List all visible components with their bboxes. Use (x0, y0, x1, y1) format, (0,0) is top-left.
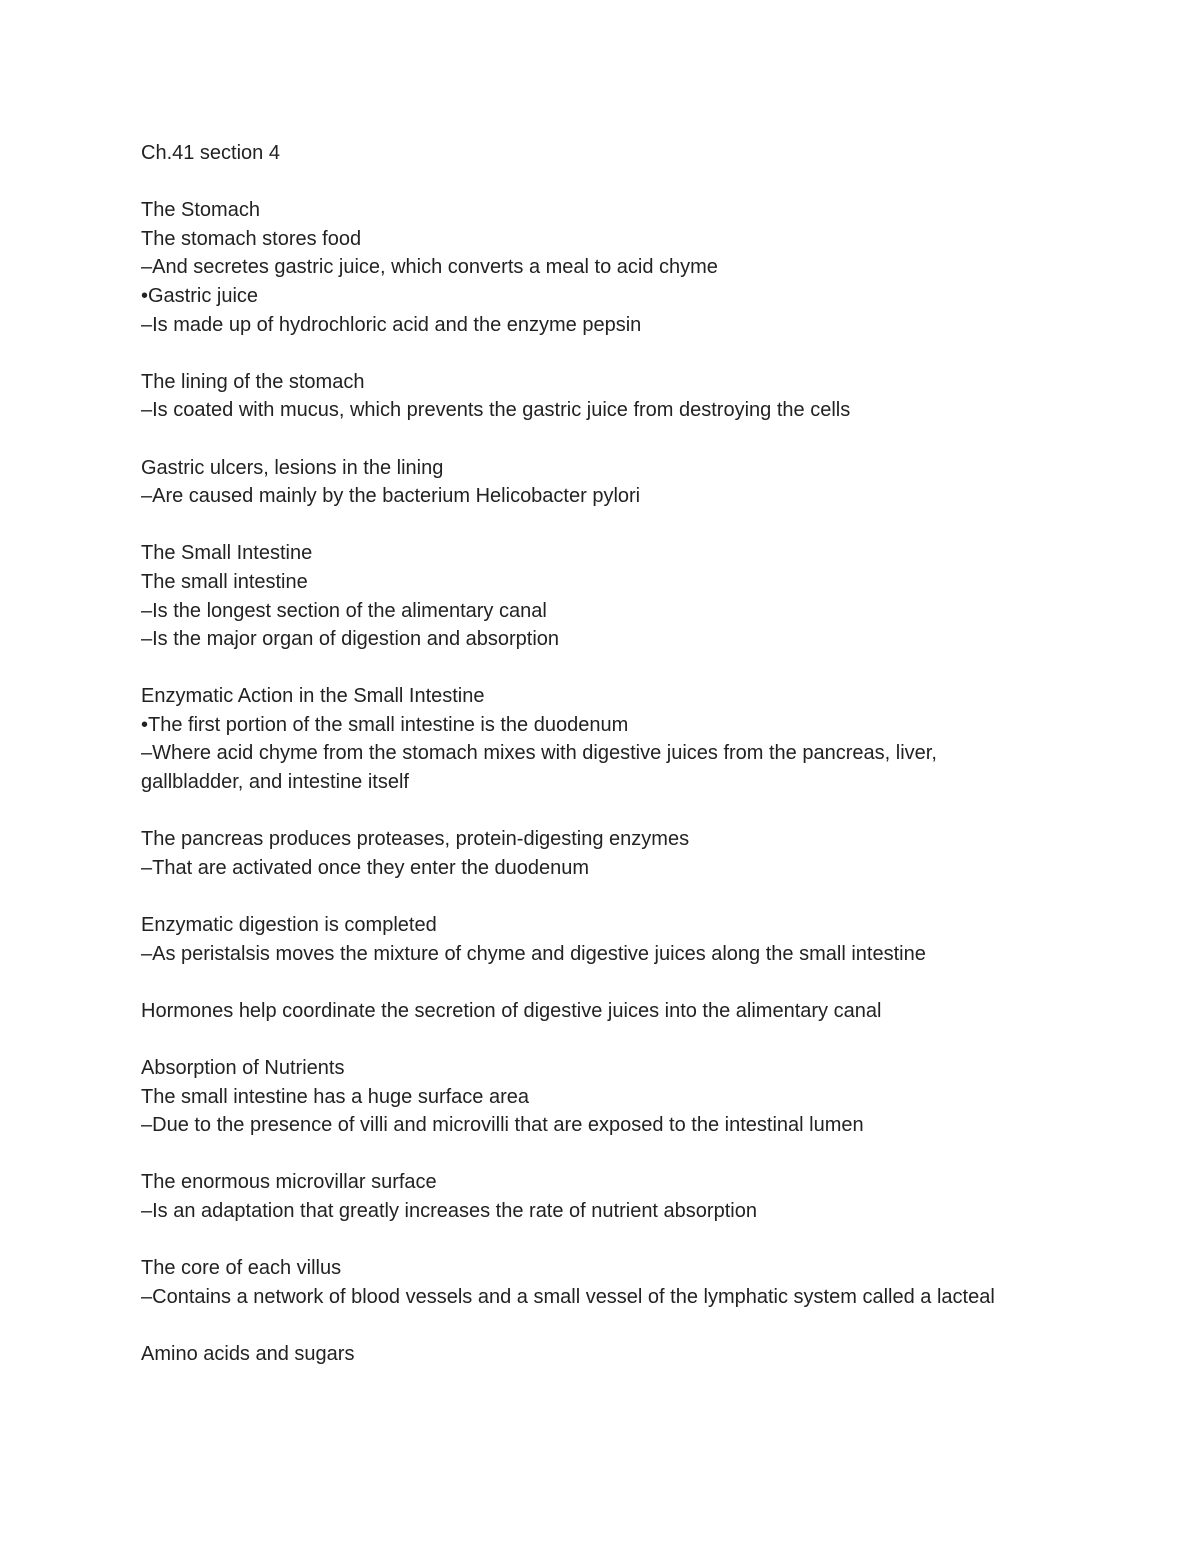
section-heading: The Stomach (141, 199, 260, 222)
paragraph-hormones (141, 997, 1021, 1026)
paragraph-enzymatic-digestion (141, 911, 1021, 968)
text-line: –Is the major organ of digestion and absorption (141, 628, 560, 651)
document-title: Ch.41 section 4 (141, 142, 280, 164)
text-line: –Are caused mainly by the bacterium Helicobacter pylori (141, 485, 641, 508)
text-line: –Is made up of hydrochloric acid and the enzyme pepsin (141, 313, 642, 336)
paragraph-gastric-ulcers (141, 454, 1021, 511)
paragraph-enzymatic-action (141, 682, 1021, 796)
text-line: –Contains a network of blood vessels and a small vessel of the lymphatic system called a lacteal (141, 1285, 995, 1308)
text-line: Hormones help coordinate the secretion of digestive juices into the alimentary canal (141, 999, 882, 1022)
text-line: The small intestine has a huge surface area (141, 1085, 529, 1108)
text-line: The pancreas produces proteases, protein-digesting enzymes (141, 828, 690, 851)
paragraph-heading (141, 139, 1021, 168)
text-line: –Where acid chyme from the stomach mixes with digestive juices from the pancreas, liver, gallbladder, and intestine itself (141, 742, 937, 794)
section-heading: The Small Intestine (141, 542, 313, 565)
text-line: –That are activated once they enter the duodenum (141, 856, 590, 879)
paragraph-small-intestine (141, 539, 1021, 653)
document-body (141, 139, 1021, 1397)
section-heading: Enzymatic Action in the Small Intestine (141, 685, 485, 708)
paragraph-stomach (141, 196, 1021, 339)
text-line: –Due to the presence of villi and microvilli that are exposed to the intestinal lumen (141, 1114, 864, 1137)
text-line: The small intestine (141, 570, 308, 593)
paragraph-pancreas (141, 825, 1021, 882)
text-line: The enormous microvillar surface (141, 1171, 437, 1194)
text-line: –Is the longest section of the alimentary canal (141, 599, 547, 622)
paragraph-microvillar (141, 1168, 1021, 1225)
paragraph-stomach-lining (141, 368, 1021, 425)
text-line: •Gastric juice (141, 284, 259, 307)
text-line: –Is coated with mucus, which prevents the gastric juice from destroying the cells (141, 399, 851, 422)
text-line: Amino acids and sugars (141, 1342, 355, 1365)
text-line: •The first portion of the small intestine is the duodenum (141, 713, 629, 736)
paragraph-absorption (141, 1054, 1021, 1140)
text-line: The core of each villus (141, 1257, 342, 1280)
text-line: The stomach stores food (141, 227, 362, 250)
text-line: The lining of the stomach (141, 370, 365, 393)
text-line: –As peristalsis moves the mixture of chyme and digestive juices along the small intestine (141, 942, 926, 965)
paragraph-villus-core (141, 1254, 1021, 1311)
text-line: Enzymatic digestion is completed (141, 914, 437, 937)
text-line: Gastric ulcers, lesions in the lining (141, 456, 444, 479)
text-line: –And secretes gastric juice, which converts a meal to acid chyme (141, 256, 718, 279)
section-heading: Absorption of Nutrients (141, 1057, 345, 1079)
text-line: –Is an adaptation that greatly increases the rate of nutrient absorption (141, 1199, 757, 1222)
paragraph-amino-acids (141, 1340, 1021, 1369)
